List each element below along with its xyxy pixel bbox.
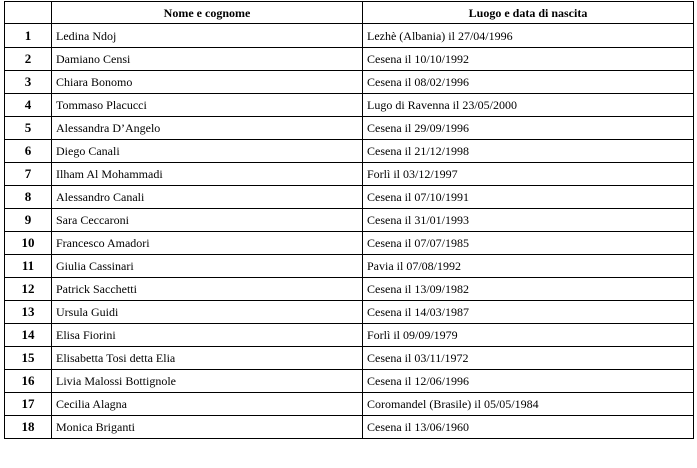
birth-place-date: Cesena il 03/11/1972 [363,347,694,370]
person-name: Chiara Bonomo [52,71,363,94]
person-name: Ledina Ndoj [52,24,363,48]
person-name: Patrick Sacchetti [52,278,363,301]
person-name: Sara Ceccaroni [52,209,363,232]
birth-place-date: Forlì il 09/09/1979 [363,324,694,347]
row-number: 13 [5,301,52,324]
row-number: 4 [5,94,52,117]
birth-place-date: Cesena il 10/10/1992 [363,48,694,71]
person-name: Livia Malossi Bottignole [52,370,363,393]
person-name: Alessandro Canali [52,186,363,209]
header-birth: Luogo e data di nascita [363,2,694,24]
table-row [5,301,694,324]
person-name: Ilham Al Mohammadi [52,163,363,186]
roster-table [4,1,694,439]
birth-place-date: Cesena il 07/07/1985 [363,232,694,255]
table-row [5,416,694,439]
person-name: Elisabetta Tosi detta Elia [52,347,363,370]
row-number: 7 [5,163,52,186]
person-name: Giulia Cassinari [52,255,363,278]
person-name: Alessandra D’Angelo [52,117,363,140]
row-number: 5 [5,117,52,140]
row-number: 14 [5,324,52,347]
table-row [5,94,694,117]
table-row [5,393,694,416]
table-row [5,163,694,186]
birth-place-date: Cesena il 08/02/1996 [363,71,694,94]
birth-place-date: Coromandel (Brasile) il 05/05/1984 [363,393,694,416]
table-row [5,370,694,393]
birth-place-date: Cesena il 12/06/1996 [363,370,694,393]
row-number: 2 [5,48,52,71]
table-row [5,209,694,232]
table-row [5,347,694,370]
table-row [5,278,694,301]
person-name: Diego Canali [52,140,363,163]
row-number: 1 [5,24,52,48]
birth-place-date: Cesena il 14/03/1987 [363,301,694,324]
birth-place-date: Lezhè (Albania) il 27/04/1996 [363,24,694,48]
table-row [5,186,694,209]
birth-place-date: Cesena il 07/10/1991 [363,186,694,209]
row-number: 16 [5,370,52,393]
table-row [5,48,694,71]
person-name: Cecilia Alagna [52,393,363,416]
birth-place-date: Lugo di Ravenna il 23/05/2000 [363,94,694,117]
table-row [5,324,694,347]
birth-place-date: Cesena il 31/01/1993 [363,209,694,232]
row-number: 12 [5,278,52,301]
table-row [5,71,694,94]
birth-place-date: Pavia il 07/08/1992 [363,255,694,278]
header-name: Nome e cognome [52,2,363,24]
table-row [5,255,694,278]
header-row [5,2,694,24]
row-number: 18 [5,416,52,439]
row-number: 11 [5,255,52,278]
birth-place-date: Cesena il 13/09/1982 [363,278,694,301]
table-row [5,232,694,255]
person-name: Tommaso Placucci [52,94,363,117]
row-number: 6 [5,140,52,163]
person-name: Francesco Amadori [52,232,363,255]
row-number: 9 [5,209,52,232]
roster-body [5,24,694,439]
row-number: 3 [5,71,52,94]
row-number: 17 [5,393,52,416]
row-number: 8 [5,186,52,209]
person-name: Elisa Fiorini [52,324,363,347]
row-number: 15 [5,347,52,370]
person-name: Ursula Guidi [52,301,363,324]
birth-place-date: Cesena il 29/09/1996 [363,117,694,140]
table-row [5,140,694,163]
person-name: Damiano Censi [52,48,363,71]
table-row [5,24,694,48]
birth-place-date: Forlì il 03/12/1997 [363,163,694,186]
row-number: 10 [5,232,52,255]
birth-place-date: Cesena il 21/12/1998 [363,140,694,163]
table-row [5,117,694,140]
birth-place-date: Cesena il 13/06/1960 [363,416,694,439]
person-name: Monica Briganti [52,416,363,439]
header-number [5,2,52,24]
